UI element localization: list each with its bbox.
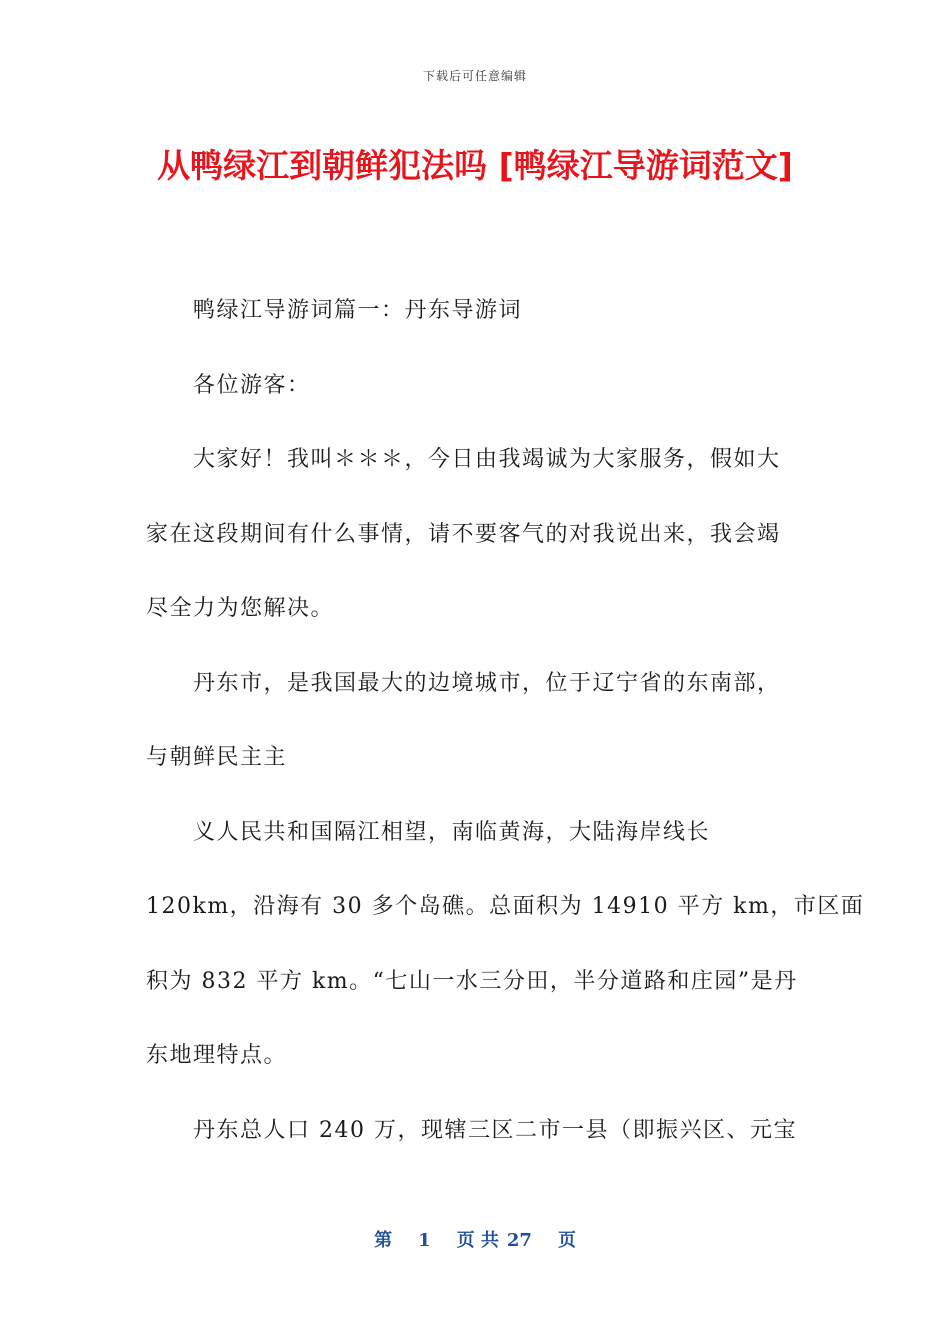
paragraph-line: 丹东总人口 240 万，现辖三区二市一县（即振兴区、元宝	[193, 1117, 797, 1143]
paragraph-line: 丹东市，是我国最大的边境城市，位于辽宁省的东南部，	[193, 670, 781, 696]
paragraph-line: 积为 832 平方 km。“七山一水三分田，半分道路和庄园”是丹	[146, 968, 798, 994]
footer-page-prefix: 第	[374, 1230, 393, 1251]
footer-page-suffix: 页	[557, 1230, 576, 1251]
page-footer	[0, 1226, 950, 1252]
footer-page-mid: 页 共	[456, 1230, 499, 1251]
paragraph-line: 东地理特点。	[146, 1043, 288, 1068]
paragraph-line: 与朝鲜民主主	[146, 745, 288, 770]
paragraph-line: 家在这段期间有什么事情，请不要客气的对我说出来，我会竭	[146, 521, 781, 547]
footer-page-number: 1	[418, 1230, 431, 1251]
paragraph-line: 义人民共和国隔江相望，南临黄海，大陆海岸线长	[193, 819, 711, 845]
paragraph-line: 尽全力为您解决。	[146, 596, 335, 621]
paragraph-line: 120km，沿海有 30 多个岛礁。总面积为 14910 平方 km，市区面	[146, 894, 865, 919]
footer-total-pages: 27	[506, 1230, 532, 1251]
document-title: 从鸭绿江到朝鲜犯法吗 [鸭绿江导游词范文]	[157, 146, 793, 185]
paragraph-line: 大家好！我叫＊＊＊，今日由我竭诚为大家服务，假如大	[193, 447, 781, 472]
paragraph-line: 鸭绿江导游词篇一：丹东导游词	[193, 298, 523, 323]
header-note: 下载后可任意编辑	[422, 69, 527, 83]
paragraph-line: 各位游客：	[193, 372, 311, 398]
document-body	[146, 274, 865, 1168]
